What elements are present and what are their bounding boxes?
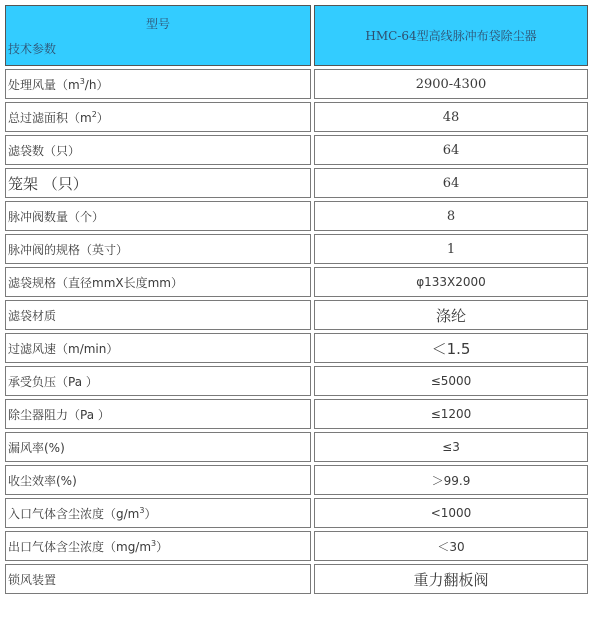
row-value: ≤3: [314, 432, 588, 462]
table-row: [5, 465, 588, 495]
row-label: 脉冲阀数量（个）: [5, 201, 311, 231]
table-row: [5, 102, 588, 132]
row-label: 滤袋数（只）: [5, 135, 311, 165]
row-value: 64: [314, 135, 588, 165]
table-row: [5, 234, 588, 264]
table-row: [5, 564, 588, 594]
row-label: 收尘效率(%): [5, 465, 311, 495]
model-label: 型号: [145, 17, 170, 31]
row-value: 48: [314, 102, 588, 132]
table-row: [5, 135, 588, 165]
row-value: φ133X2000: [314, 267, 588, 297]
row-value: 64: [314, 168, 588, 198]
row-label: 出口气体含尘浓度$(mg/m^3)$: [5, 531, 311, 561]
param-label: 技术参数: [8, 42, 57, 56]
row-value: ＜30: [314, 531, 588, 561]
row-value: ≤5000: [314, 366, 588, 396]
row-value: ＜1.5: [314, 333, 588, 363]
table-row: [5, 168, 588, 198]
table-row: [5, 201, 588, 231]
table-row: [5, 333, 588, 363]
row-value: 重力翻板阀: [314, 564, 588, 594]
row-label: 脉冲阀的规格（英寸）: [5, 234, 311, 264]
spec-table: [2, 2, 590, 597]
product-name: HMC-64型高线脉冲布袋除尘器: [314, 5, 588, 66]
table-row: [5, 432, 588, 462]
row-label: 入口气体含尘浓度$(g/m^3)$: [5, 498, 311, 528]
row-label: 除尘器阻力（Pa ）: [5, 399, 311, 429]
row-label: 漏风率(%): [5, 432, 311, 462]
row-label: 锁风装置: [5, 564, 311, 594]
row-label: 总过滤面积$(m^2)$: [5, 102, 311, 132]
table-row: [5, 498, 588, 528]
table-row: [5, 300, 588, 330]
row-value: ＞99.9: [314, 465, 588, 495]
row-label: 滤袋规格（直径mmX长度mm）: [5, 267, 311, 297]
header-corner-cell: [5, 5, 311, 66]
row-value: 2900-4300: [314, 69, 588, 99]
row-label: 承受负压（Pa ）: [5, 366, 311, 396]
table-row: [5, 399, 588, 429]
row-label: 笼架 （只）: [5, 168, 311, 198]
header-row: [5, 5, 588, 66]
row-label: 滤袋材质: [5, 300, 311, 330]
row-value: 1: [314, 234, 588, 264]
table-row: [5, 366, 588, 396]
row-value: 涤纶: [314, 300, 588, 330]
table-row: [5, 69, 588, 99]
row-value: ≤1200: [314, 399, 588, 429]
table-row: [5, 267, 588, 297]
row-value: 8: [314, 201, 588, 231]
row-label: 过滤风速（m/min）: [5, 333, 311, 363]
row-label: 处理风量$(m^3/h)$: [5, 69, 311, 99]
row-value: <1000: [314, 498, 588, 528]
table-row: [5, 531, 588, 561]
